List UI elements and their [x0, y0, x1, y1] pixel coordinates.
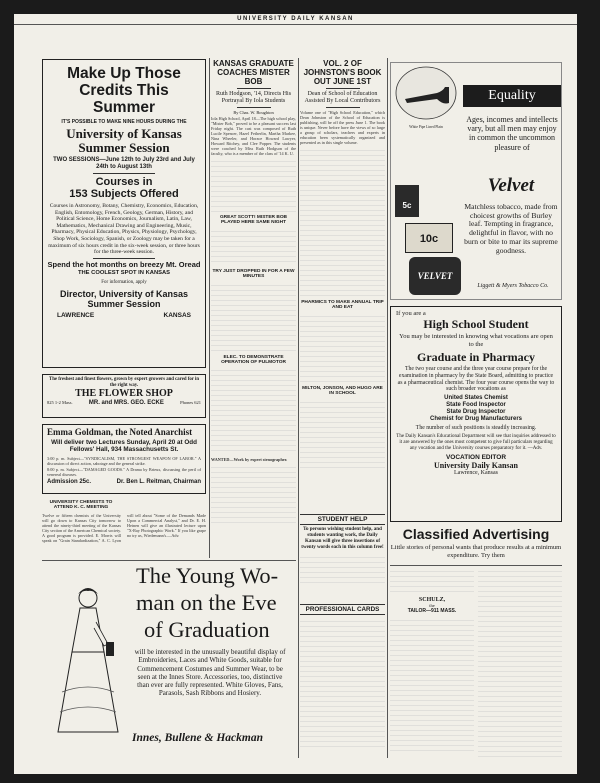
velvet-ad — [390, 62, 562, 300]
spend-line: Spend the hot months on breezy Mt. Oread — [47, 259, 201, 269]
goldman-deliver: Will deliver two Lectures Sunday, April 20 at Odd Fellows' Hall, 934 Massachusetts St. — [51, 439, 197, 454]
summer-sessions: TWO SESSIONS—June 12th to July 23rd and July 24th to August 13th — [53, 157, 195, 170]
classified-listings-right — [478, 568, 562, 760]
pharmacy-note: The number of such positions is steadily increasing. — [415, 425, 537, 432]
innes-top-rule — [42, 560, 296, 561]
goldman-lecture-1: 3:00 p. m. Subject—"SYNDICALISM, THE STRONGEST WEAPON OF LABOR." A discussion of direct action, sabotage and the general strike. — [47, 455, 201, 466]
column-rule — [209, 58, 210, 558]
classified-listings-left — [390, 568, 474, 760]
summer-session-ad — [42, 59, 206, 368]
city-right: KANSAS — [163, 312, 191, 320]
pharmacy-jobs — [396, 395, 556, 423]
pharmacy-body: The two year course and the three year course prepare for the examination in pharmacy by the State Board, admitting to practice as a pharmaceutical chemist. The four year course opens the way to such broader vocations as — [397, 366, 555, 393]
pharmacy-detail: The Daily Kansan's Educational Department will see that inquiries addressed to it are answered by the ones most competent to give full particulars regarding any vocation and the University courses preparatory for it. —Adv. — [396, 433, 556, 451]
flower-name: THE FLOWER SHOP — [75, 388, 173, 400]
goldman-title: Emma Goldman, the Noted Anarchist — [47, 427, 193, 437]
velvet-tin-small — [395, 185, 419, 217]
newspaper-page — [14, 14, 577, 774]
professional-cards — [300, 604, 385, 754]
flower-intro: The freshest and finest flowers, grown by expert growers and cared for in the right way. — [49, 377, 199, 388]
pulmotor-headline: ELEC. TO DEMONSTRATE OPERATION OF PULMOTOR — [221, 354, 286, 366]
schulz-sub: the — [429, 603, 435, 608]
innes-line-2: man on the Eve — [136, 590, 277, 615]
coaches-continued — [211, 158, 296, 212]
innes-signature: Innes, Bullene & Hackman — [132, 732, 263, 744]
innes-line-1: The Young Wo- — [136, 563, 279, 588]
velvet-maker: Liggett & Myers Tobacco Co. — [477, 283, 549, 289]
great-scott-headline: GREAT SCOTT! MISTER BOB PLAYED HERE SAME NIGHT — [219, 215, 288, 226]
info-line: For information, apply — [101, 280, 147, 286]
summer-headline: Make Up Those Credits This Summer — [67, 65, 181, 116]
classified-title: Classified Advertising — [402, 526, 550, 542]
flower-owners: MR. and MRS. GEO. ECKE — [88, 400, 164, 407]
summer-university: University of Kansas Summer Session — [66, 126, 182, 155]
pharmacy-university: University Daily Kansan — [433, 460, 518, 470]
velvet-jar — [409, 257, 461, 295]
professional-listings — [300, 618, 385, 750]
pharmacy-job: United States Chemist — [444, 395, 508, 402]
director-line: Director, University of Kansas Summer Session — [59, 289, 189, 310]
great-scott-body — [211, 228, 296, 266]
milton-headline: MILTON, JONSON, AND HUGO ARE IN SCHOOL — [302, 385, 383, 397]
student-help — [300, 514, 385, 599]
pulmotor-body — [211, 367, 296, 455]
masthead: UNIVERSITY DAILY KANSAN — [237, 16, 354, 22]
innes-ad — [44, 562, 294, 762]
coaches-byline: By Chas. W. Boughton — [233, 110, 274, 115]
dropped-in-headline: TRY JUST DROPPED IN FOR A FEW MINUTES — [212, 268, 295, 280]
book-continued — [300, 147, 385, 297]
pharmacy-title: High School Student — [423, 317, 529, 331]
city-line — [47, 312, 201, 319]
tin-small-price: 5c — [402, 201, 412, 210]
book-column — [300, 59, 385, 512]
pharmacy-city: Lawrence, Kansas — [454, 469, 498, 476]
student-help-title: STUDENT HELP — [300, 514, 385, 525]
velvet-brand: Equality — [463, 85, 561, 107]
column-rule — [387, 58, 388, 758]
pharmacy-vocation: VOCATION EDITOR — [445, 453, 507, 461]
header-rule — [14, 24, 577, 25]
courses-title: Courses in — [95, 176, 153, 188]
flower-address: 825 1-2 Mass. — [47, 400, 73, 406]
courses-count: 153 Subjects Offered — [69, 188, 179, 200]
velvet-tagline: Matchless tobacco, made from choicest growths of Burley leaf. Tempting in fragrance, delightful in flavor, with no burn or bite to mar its supreme goodness. — [464, 202, 558, 255]
schulz-name: SCHULZ, — [418, 597, 446, 603]
book-body: Volume one of "High School Education," which Dean Johnston of the School of Education is publishing, will be off the press June 1. The book is unique. Never before have the views of so large a group of scholars, teachers and experts in education been systematically organized and presented as in this single volume. — [300, 110, 385, 145]
milton-body — [300, 399, 385, 469]
chemists-body: Twelve or fifteen chemists of the University will go down to Kansas City tomorrow to attend the ninety-third meeting of the Kansas City section of the American Chemical society. A good program is provided. E. Morris will speak on "Grain Standardization," A. C. Lyon will tell about "Some of the Demands Made Upon a Commercial Analyst," and Dr. E. H. Heinen will give an illustrated lecture upon "X-Ray Photographic Work." If you like grape no try us, Wiedemann's.—Adv. — [42, 512, 206, 543]
coaches-headline: KANSAS GRADUATE COACHES MISTER BOB — [213, 59, 294, 86]
goldman-ad — [42, 424, 206, 494]
coaches-body: Iola High School, April 18—The high school play, "Mister Bob," proved to be a pleasant success last Friday night. The cast was composed of Ruth Lucile Spencer, Hazel Fetherlin, Martha Markee, Nina Wheeler, and Horace Howard Lawyer, Howard Ritchey, and Clee Popper. The students were coached by Miss Ruth Hodgson of the faculty, who is a member of the class of '14 K. U. — [211, 116, 296, 156]
chemists-article — [42, 500, 206, 558]
tin-large-price: 10c — [419, 233, 439, 245]
velvet-lead: Ages, incomes and intellects vary, but all men may enjoy in common the uncommon pleasure of — [466, 115, 558, 152]
coolest-spot: THE COOLEST SPOT IN KANSAS — [77, 270, 171, 277]
pharmacy-top: If you are a — [396, 310, 426, 317]
student-help-listings — [300, 554, 385, 584]
graduate-illustration — [48, 582, 128, 740]
coaches-wanted: WANTED—Work by expert stenographer. — [211, 457, 288, 463]
classified-rule — [390, 565, 562, 566]
book-sub: Dean of School of Education Assisted By Local Contributors — [304, 91, 381, 104]
pipe-caption: White Pipe Lined Plain — [409, 125, 443, 129]
classified-rules: Little stories of personal wants that produce results at a minimum expenditure. Try them — [390, 544, 562, 559]
book-headline: VOL. 2 OF JOHNSTON'S BOOK OUT JUNE 1ST — [303, 59, 382, 86]
goldman-footer — [47, 479, 201, 485]
coaches-column — [211, 59, 296, 557]
chemists-headline: UNIVERSITY CHEMISTS TO ATTEND K. C. MEETING — [49, 500, 113, 511]
pharmacy-job: State Drug Inspector — [446, 409, 506, 416]
pharmacists-body — [300, 313, 385, 383]
innes-line-3: of Graduation — [144, 617, 270, 642]
pharmacy-lead: You may be interested in knowing what vocations are open to the — [399, 333, 553, 348]
coaches-misc — [211, 464, 296, 524]
flower-phones: Phones 621 — [180, 400, 201, 406]
classified-header — [390, 526, 562, 566]
pipe-illustration — [393, 65, 459, 125]
pharmacy-ad — [390, 306, 562, 522]
velvet-logo: Velvet — [487, 175, 535, 196]
column-rule — [298, 58, 299, 758]
pharmacists-headline: PHARMICS TO MAKE ANNUAL TRIP AND EAT — [301, 300, 384, 311]
schulz-trade: TAILOR—911 MASS. — [407, 608, 457, 614]
coaches-sub: Ruth Hodgson, '14, Directs His Portrayal By Iola Students — [215, 91, 292, 104]
courses-list: Courses in Astronomy, Botany, Chemistry, Economics, Education, English, Entomology, French, Geology, German, History, and Political Science, Home Economics, Journalism, Latin, Law, Mathematics, Mechanical Drawing and Engineering, Music, Pharmacy, Physical Education, Physics, Physiology, Psychology, Shop Work, Sociology, Spanish, or Zoology may be taken for a maximum of six hours credit in the six-week session, or three hours for the three-week session. — [48, 203, 200, 256]
dropped-in-body — [211, 282, 296, 352]
goldman-admission: Admission 25c. — [47, 478, 92, 485]
pharmacy-grad: Graduate in Pharmacy — [417, 350, 535, 364]
city-left: LAWRENCE — [57, 312, 95, 320]
summer-possible: IT'S POSSIBLE TO MAKE NINE HOURS DURING THE — [61, 119, 187, 125]
goldman-manager: Dr. Ben L. Reitman, Chairman — [116, 478, 201, 485]
jar-label: VELVET — [417, 271, 453, 281]
student-help-body: To persons wishing student help, and students wanting work, the Daily Kansan will give three insertions of twenty words each in this column free! — [301, 527, 384, 550]
innes-body: will be interested in the unusually beautiful display of Embroideries, Laces and White Goods, suitable for Commencement Costumes and Summer Wear, to be seen at the Innes Store. Accessories, too, distinctive than ever are fully represented. White Gloves, Fans, Parasols, Sash Ribbons and Hosiery. — [134, 648, 286, 698]
pharmacy-job: State Food Inspector — [446, 402, 506, 409]
professional-title: PROFESSIONAL CARDS — [300, 604, 385, 615]
pharmacy-job: Chemist for Drug Manufacturers — [429, 416, 522, 423]
velvet-tin-large — [405, 223, 453, 253]
flower-footer — [47, 400, 201, 406]
flower-shop-ad — [42, 374, 206, 418]
goldman-lecture-2: 8:00 p. m. Subject—"DAMAGED GOODS." A Drama by Brieux, discussing the peril of venereal diseases. — [47, 466, 201, 477]
